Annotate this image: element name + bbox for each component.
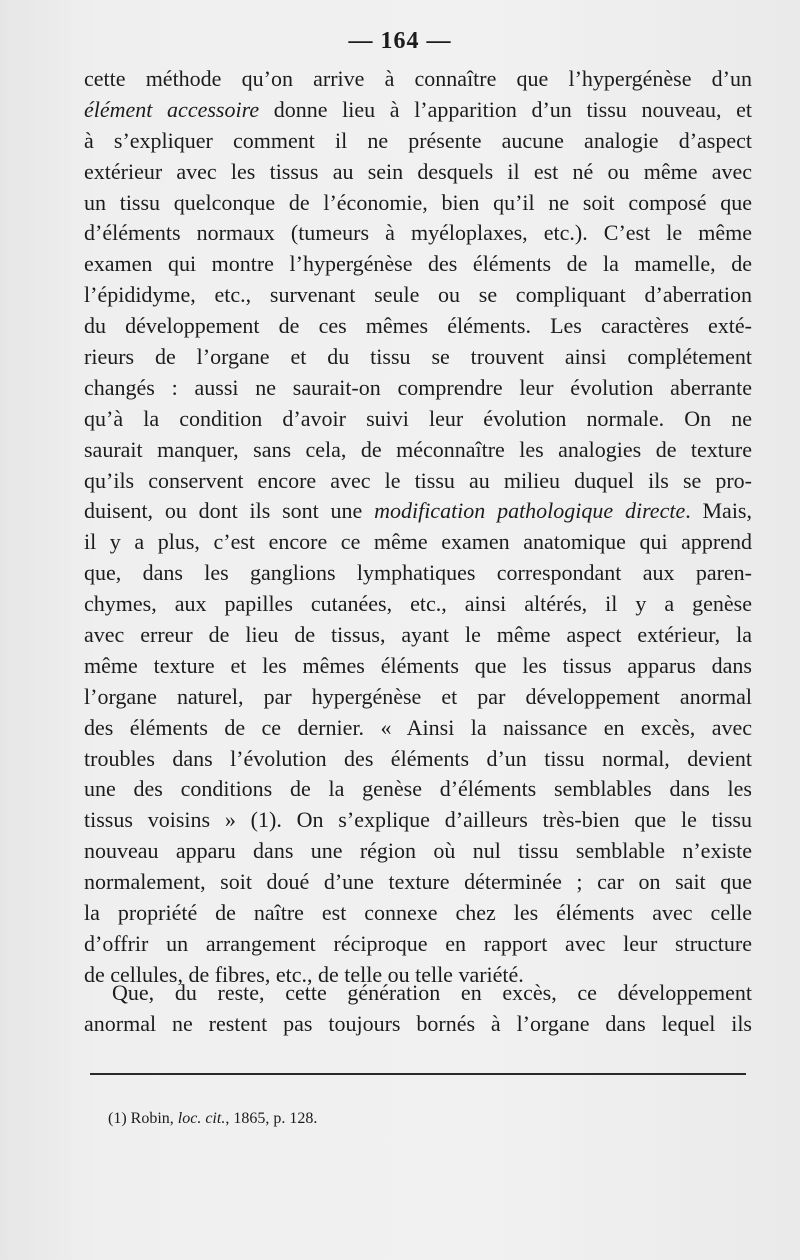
line-text: changés : aussi ne saurait-on comprendre leur évolution aberrante (84, 374, 752, 400)
line-text: qu’ils conservent encore avec le tissu au milieu duquel ils se pro- (84, 467, 752, 493)
text-line (84, 126, 752, 157)
text-line (84, 157, 752, 188)
text-line (84, 404, 752, 435)
line-text: donne lieu à l’apparition d’un tissu nouveau, et (259, 96, 752, 122)
text-line (84, 466, 752, 497)
text-line (84, 280, 752, 311)
line-text: cette méthode qu’on arrive à connaître que l’hypergénèse d’un (84, 66, 752, 91)
line-text: Que, du reste, cette génération en excès, ce développement (112, 980, 752, 1005)
line-text: des éléments de ce dernier. « Ainsi la naissance en excès, avec (84, 714, 752, 740)
line-text: rieurs de l’organe et du tissu se trouvent ainsi complétement (84, 344, 752, 370)
text-line (84, 898, 752, 929)
text-line (84, 682, 752, 713)
text-line (84, 1009, 752, 1040)
text-line (84, 651, 752, 682)
footnote-reference: (1) Robin, (108, 1110, 178, 1127)
page-number: — 164 — (348, 28, 452, 54)
line-text: duisent, ou dont ils sont une (84, 498, 375, 524)
line-text: normalement, soit doué d’une texture déterminée ; car on sait que (84, 869, 752, 895)
line-text: tissus voisins » (1). On s’explique d’ailleurs très-bien que le tissu (84, 807, 752, 833)
line-text: chymes, aux papilles cutanées, etc., ainsi altérés, il y a genèse (84, 591, 752, 617)
line-text: anormal ne restent pas toujours bornés à l’organe dans lequel ils (84, 1010, 752, 1036)
text-line (84, 496, 752, 527)
text-line (84, 95, 752, 126)
line-text: . Mais, (685, 498, 752, 524)
text-line (84, 249, 752, 280)
text-line (84, 188, 752, 219)
text-line (84, 218, 752, 249)
second-paragraph (84, 978, 752, 1040)
text-line (84, 558, 752, 589)
text-line (84, 342, 752, 373)
text-line (84, 836, 752, 867)
line-text: même texture et les mêmes éléments que les tissus apparus dans (84, 652, 752, 678)
main-paragraph (84, 64, 752, 991)
line-text: une des conditions de la genèse d’éléments semblables dans les (84, 776, 752, 802)
text-line (84, 589, 752, 620)
line-text: qu’à la condition d’avoir suivi leur évolution normale. On ne (84, 405, 752, 431)
line-text: extérieur avec les tissus au sein desquels il est né ou même avec (84, 158, 752, 184)
line-text: de cellules, de fibres, etc., de telle ou telle variété. (84, 961, 524, 987)
line-text: l’épididyme, etc., survenant seule ou se compliquant d’aberration (84, 282, 752, 308)
text-line (84, 527, 752, 558)
text-line (84, 867, 752, 898)
text-line (84, 435, 752, 466)
line-text: d’éléments normaux (tumeurs à myéloplaxes, etc.). C’est le même (84, 220, 752, 246)
text-line (84, 929, 752, 960)
text-line (84, 774, 752, 805)
text-line (84, 978, 752, 1009)
text-line (84, 311, 752, 342)
footnote-details: , 1865, p. 128. (225, 1110, 318, 1127)
italic-text: modification pathologique directe (374, 498, 686, 524)
italic-text: élément accessoire (84, 96, 260, 122)
line-text: un tissu quelconque de l’économie, bien qu’il ne soit composé que (84, 189, 752, 215)
line-text: la propriété de naître est connexe chez les éléments avec celle (84, 900, 752, 926)
text-line (84, 620, 752, 651)
text-line (84, 744, 752, 775)
footnote (108, 1110, 317, 1128)
line-text: d’offrir un arrangement réciproque en rapport avec leur structure (84, 930, 752, 956)
text-line (84, 713, 752, 744)
text-line (84, 805, 752, 836)
line-text: avec erreur de lieu de tissus, ayant le même aspect extérieur, la (84, 622, 752, 648)
line-text: troubles dans l’évolution des éléments d’un tissu normal, devient (84, 745, 752, 771)
line-text: examen qui montre l’hypergénèse des éléments de la mamelle, de (84, 251, 752, 277)
line-text: l’organe naturel, par hypergénèse et par développement anormal (84, 683, 752, 709)
line-text: il y a plus, c’est encore ce même examen anatomique qui apprend (84, 529, 752, 555)
text-line (84, 64, 752, 95)
text-line (84, 373, 752, 404)
line-text: à s’expliquer comment il ne présente aucune analogie d’aspect (84, 127, 752, 153)
line-text: nouveau apparu dans une région où nul tissu semblable n’existe (84, 838, 752, 864)
footnote-separator-rule (90, 1073, 746, 1075)
line-text: que, dans les ganglions lymphatiques correspondant aux paren- (84, 560, 752, 586)
footnote-citation-italic: loc. cit. (177, 1110, 226, 1127)
line-text: saurait manquer, sans cela, de méconnaître les analogies de texture (84, 436, 752, 462)
line-text: du développement de ces mêmes éléments. Les caractères exté- (84, 313, 752, 339)
